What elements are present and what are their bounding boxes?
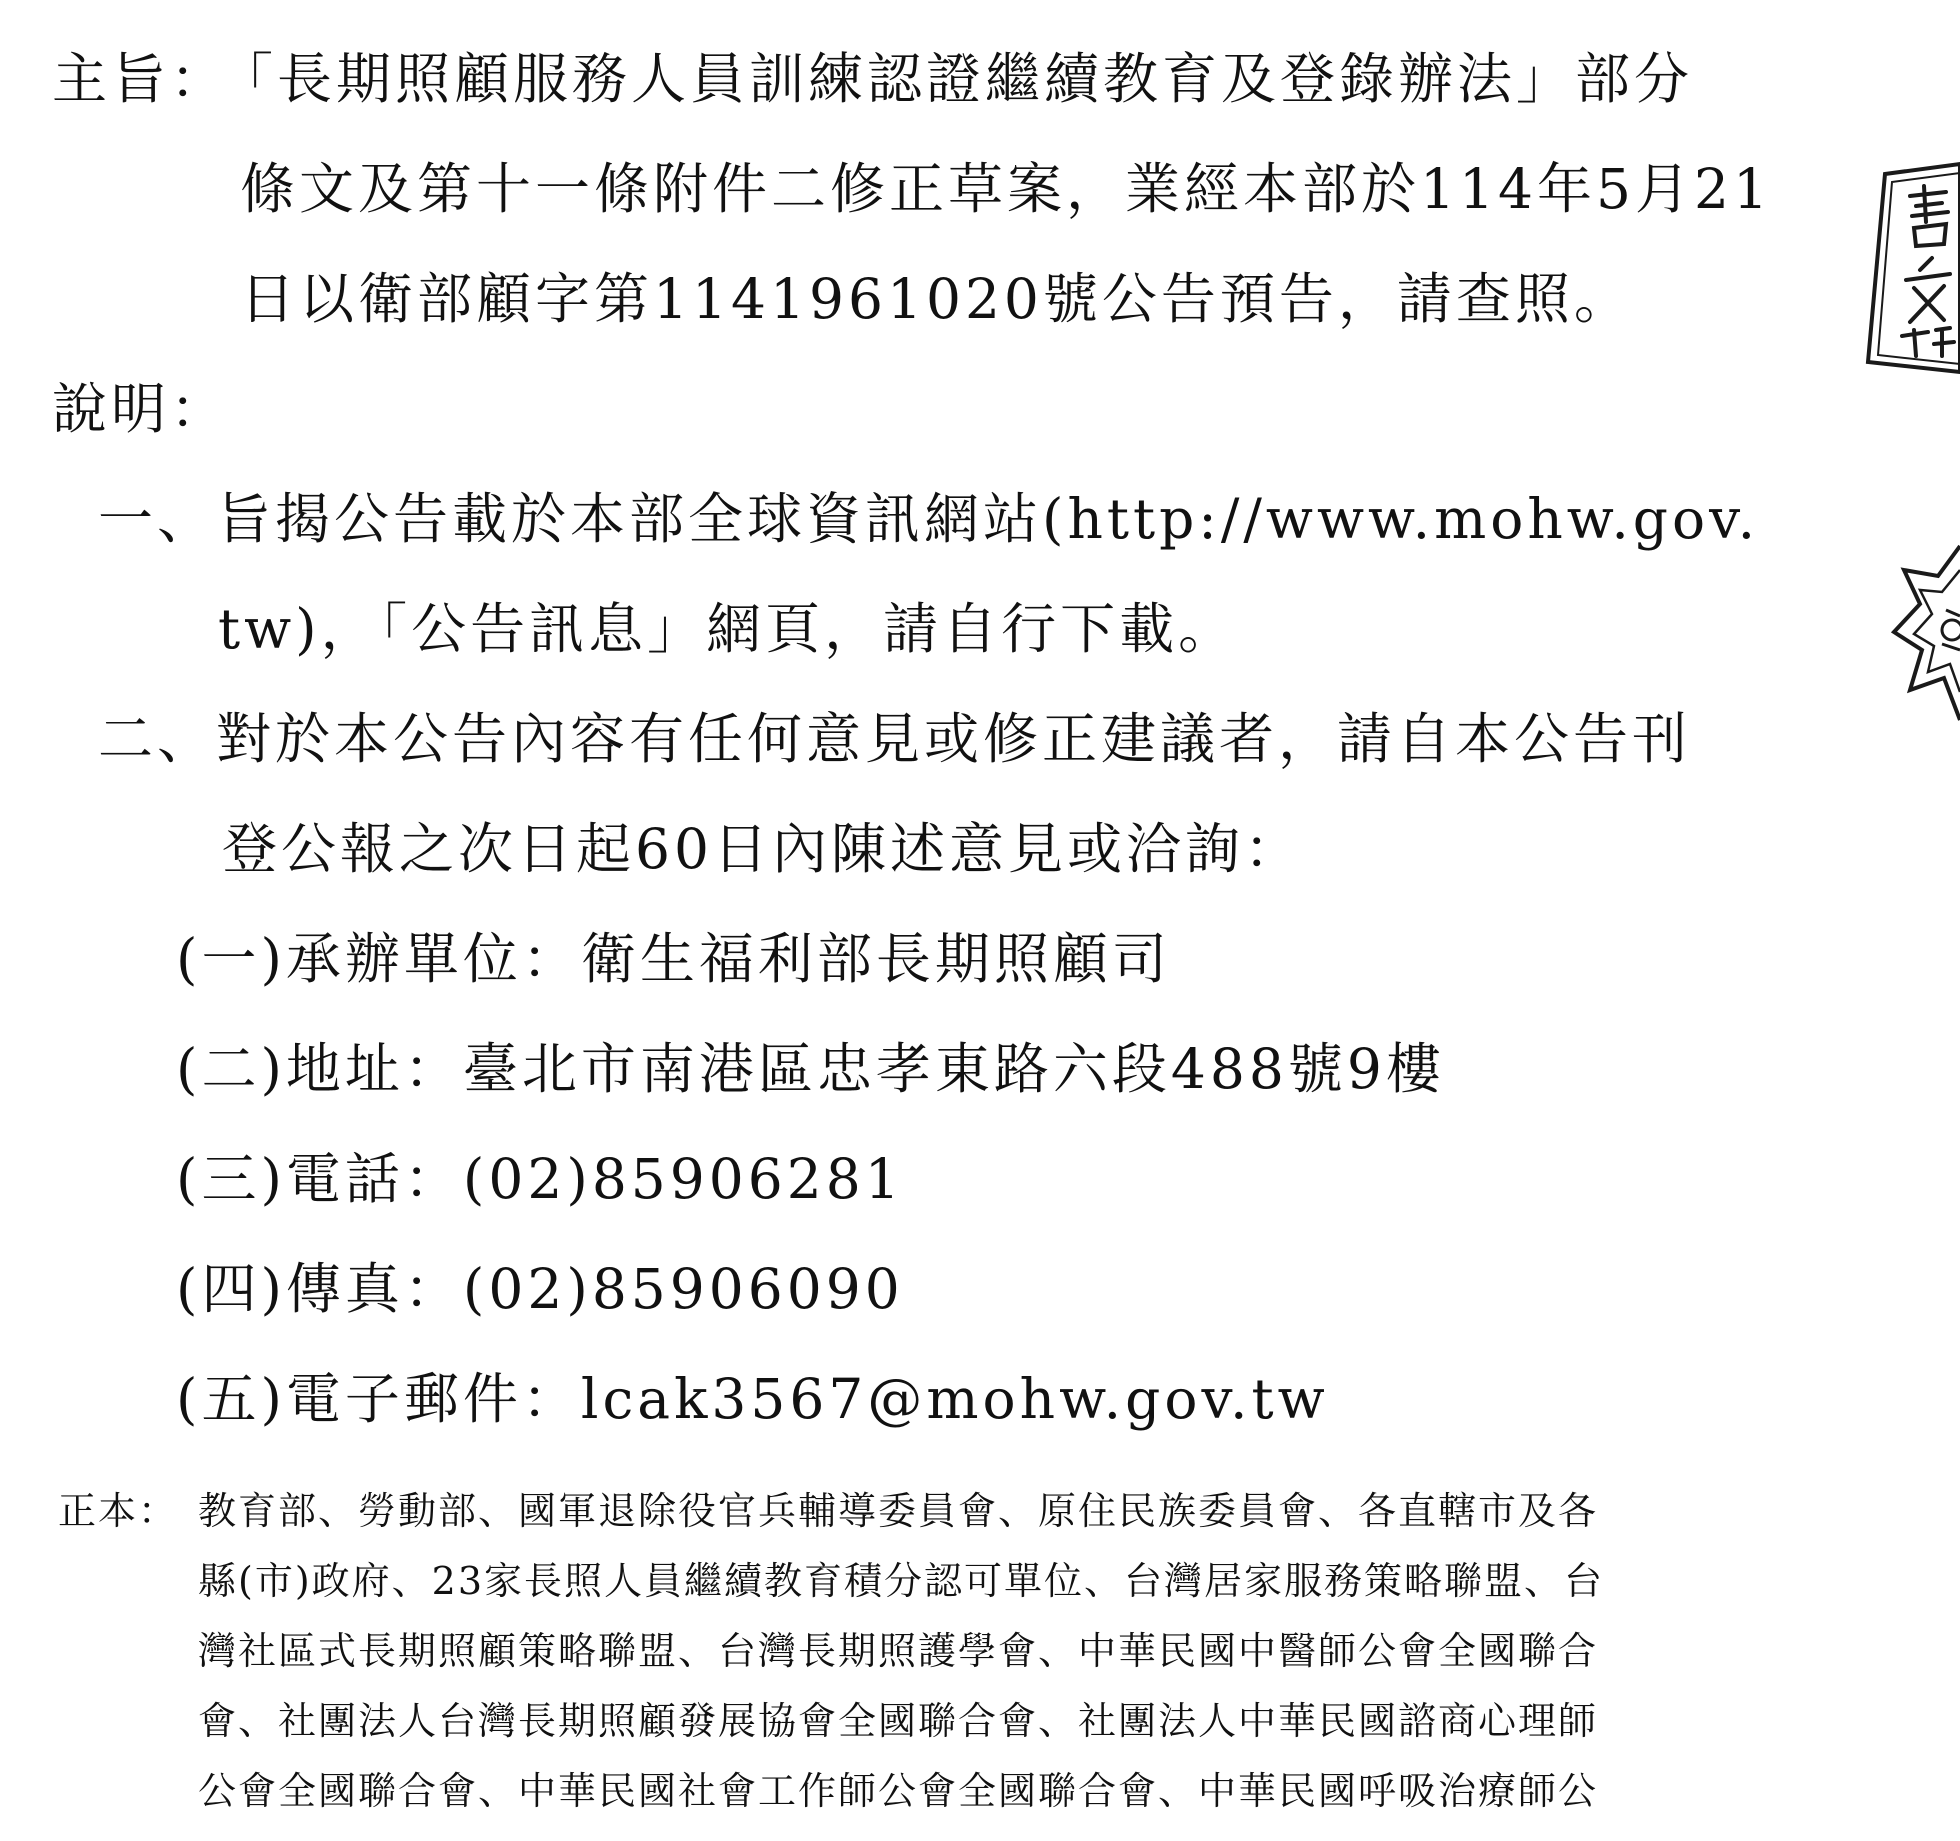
subject-line-3: 日以衛部顧字第1141961020號公告預告，請查照。 xyxy=(240,267,1633,331)
recipients-line-1: 教育部、勞動部、國軍退除役官兵輔導委員會、原住民族委員會、各直轄市及各 xyxy=(198,1489,1599,1533)
decorative-seal-icon xyxy=(1890,540,1960,730)
subject-label: 主旨： xyxy=(52,47,230,111)
explanation-item-2-line-2: 登公報之次日起60日內陳述意見或洽詢： xyxy=(222,817,1303,881)
explanation-item-1-line-1: 一、旨揭公告載於本部全球資訊網站(http://www.mohw.gov. xyxy=(98,487,1760,551)
contact-phone: (三)電話：(02)85906281 xyxy=(176,1147,904,1211)
official-seal-stamp-icon xyxy=(1850,160,1960,375)
explanation-item-1-line-2: tw)，「公告訊息」網頁，請自行下載。 xyxy=(218,597,1238,661)
contact-unit: (一)承辦單位：衛生福利部長期照顧司 xyxy=(176,927,1171,991)
contact-address: (二)地址：臺北市南港區忠孝東路六段488號9樓 xyxy=(176,1037,1445,1101)
recipients-line-5: 公會全國聯合會、中華民國社會工作師公會全國聯合會、中華民國呼吸治療師公 xyxy=(198,1769,1599,1813)
contact-email: (五)電子郵件：lcak3567@mohw.gov.tw xyxy=(176,1367,1329,1431)
recipients-line-3: 灣社區式長期照顧策略聯盟、台灣長期照護學會、中華民國中醫師公會全國聯合 xyxy=(198,1629,1599,1673)
subject-line-2: 條文及第十一條附件二修正草案，業經本部於114年5月21 xyxy=(240,157,1772,221)
recipients-line-2: 縣(市)政府、23家長照人員繼續教育積分認可單位、台灣居家服務策略聯盟、台 xyxy=(198,1559,1605,1603)
contact-fax: (四)傳真：(02)85906090 xyxy=(176,1257,904,1321)
explanation-label: 說明： xyxy=(52,377,230,441)
recipients-label: 正本： xyxy=(58,1489,179,1533)
subject-line-1: 「長期照顧服務人員訓練認證繼續教育及登錄辦法」部分 xyxy=(218,47,1694,111)
explanation-item-2-line-1: 二、對於本公告內容有任何意見或修正建議者，請自本公告刊 xyxy=(98,707,1692,771)
recipients-line-4: 會、社團法人台灣長期照顧發展協會全國聯合會、社團法人中華民國諮商心理師 xyxy=(198,1699,1599,1743)
